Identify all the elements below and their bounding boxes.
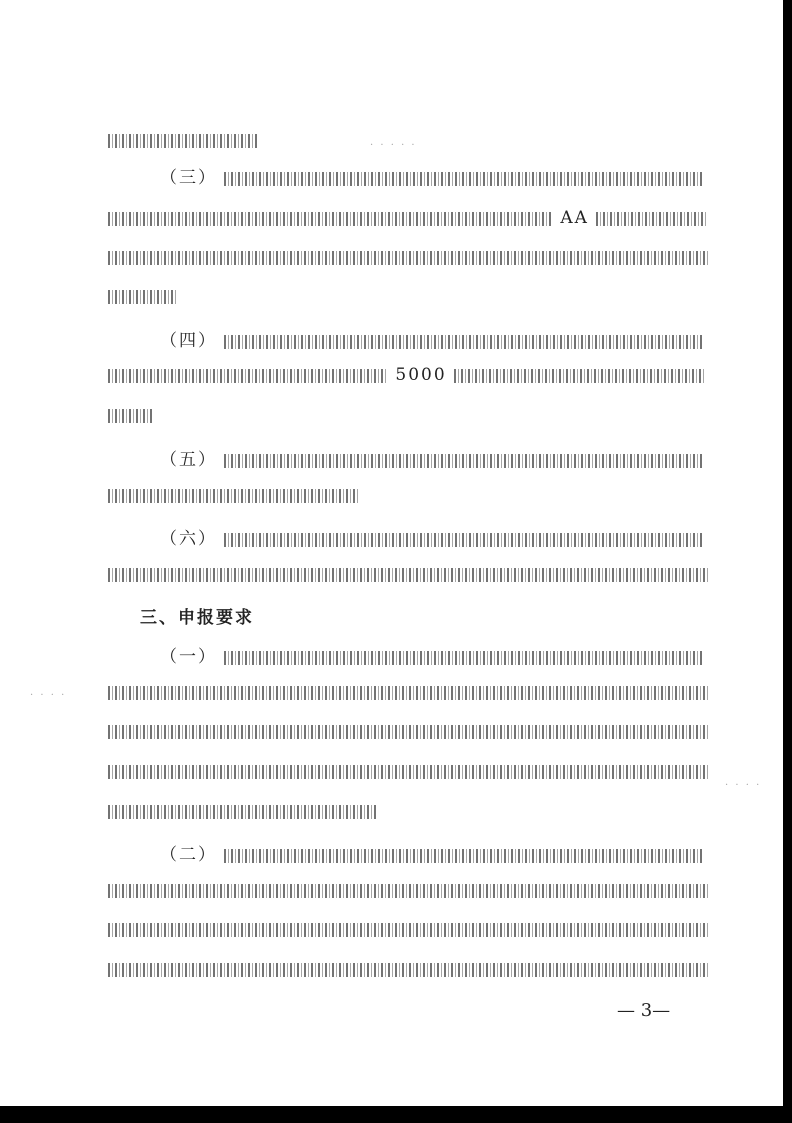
item-4-line-3	[108, 405, 708, 427]
item-6-line-1	[160, 524, 760, 549]
section-3-heading: 三、申报要求	[140, 608, 254, 628]
sub-1-line-2	[108, 682, 708, 704]
item-6-line-2	[108, 564, 708, 586]
sub-1-marker: （一）	[160, 647, 217, 667]
scan-dots: · · · ·	[30, 690, 67, 701]
item-4-amount: 5000	[395, 365, 447, 385]
page-number: — 3—	[617, 1000, 671, 1021]
scan-dots: · · · ·	[725, 780, 762, 791]
scan-border-bottom	[0, 1106, 792, 1123]
sub-2-line-1	[160, 840, 760, 865]
item-6-marker: （六）	[160, 529, 217, 549]
item-3-line-3	[108, 247, 708, 269]
scan-border-right	[783, 0, 792, 1123]
scan-dots: · · · · ·	[370, 140, 417, 151]
item-4-line-1	[160, 326, 760, 351]
sub-1-line-4	[108, 761, 708, 783]
item-5-marker: （五）	[160, 450, 217, 470]
item-4-marker: （四）	[160, 331, 217, 351]
item-4-line-2	[108, 365, 708, 387]
sub-1-line-1	[160, 642, 760, 667]
sub-2-marker: （二）	[160, 845, 217, 865]
item-3-line-2	[108, 208, 708, 230]
sub-2-line-3	[108, 919, 708, 941]
sub-2-line-2	[108, 880, 708, 902]
item-3-line-4	[108, 286, 708, 308]
sub-2-line-4	[108, 959, 708, 981]
item-3-line-1	[160, 163, 760, 188]
item-3-marker: （三）	[160, 168, 217, 188]
item-5-line-2	[108, 485, 708, 507]
sub-1-line-5	[108, 801, 708, 823]
item-5-line-1	[160, 445, 760, 470]
sub-1-line-3	[108, 721, 708, 743]
item-3-grade: AA	[560, 208, 589, 228]
